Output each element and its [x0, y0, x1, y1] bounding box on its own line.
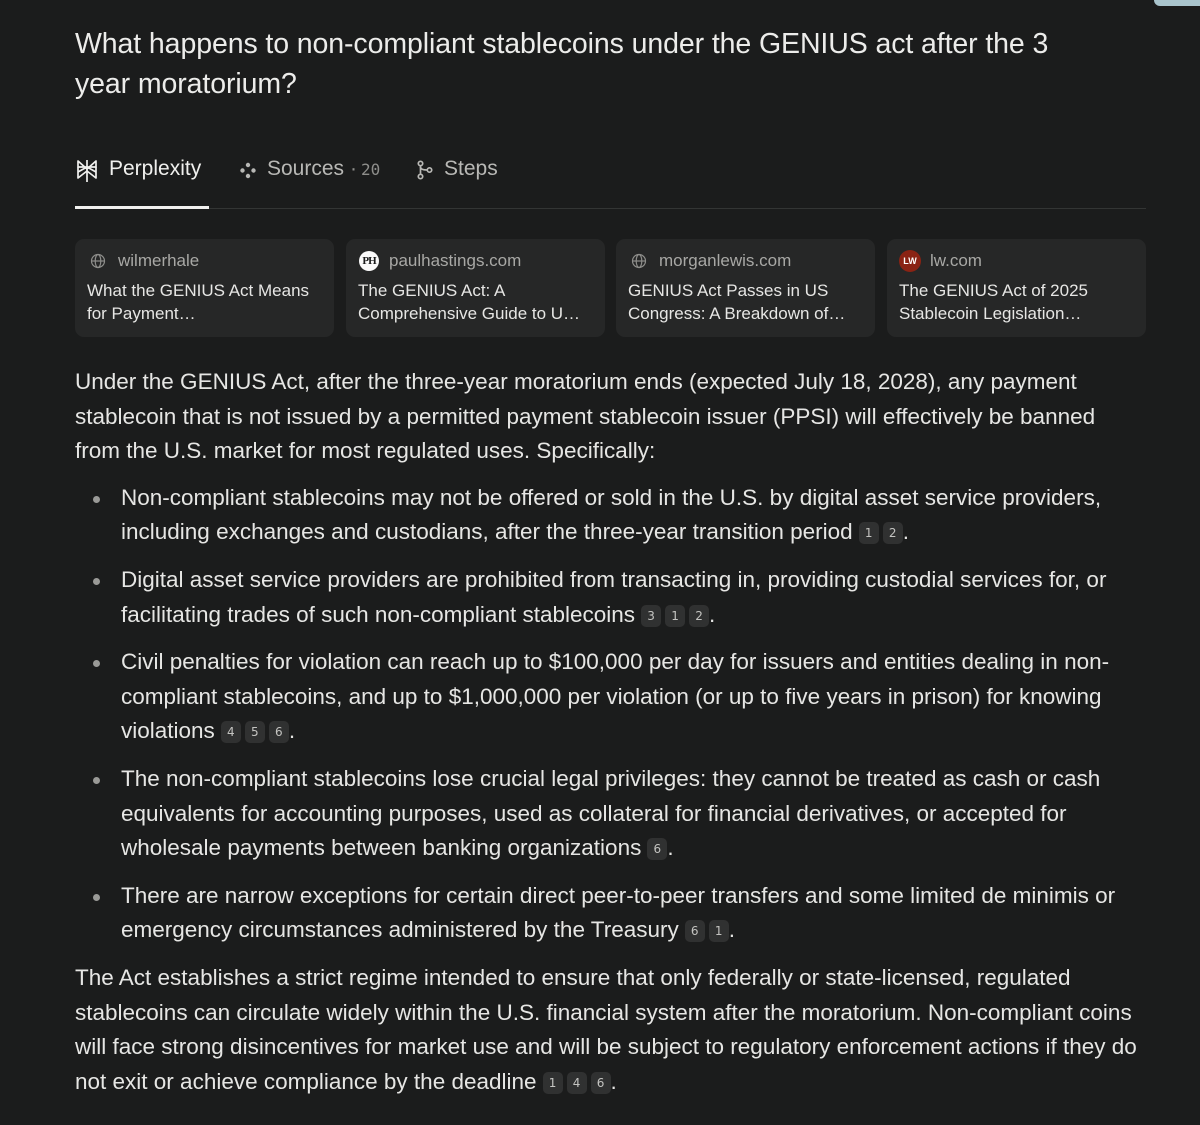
tab-sources-separator: ·: [350, 157, 358, 180]
source-site-name: lw.com: [930, 251, 982, 270]
citation-chip[interactable]: 3: [641, 605, 661, 627]
citation-chip[interactable]: 6: [269, 721, 289, 743]
source-title: The GENIUS Act of 2025 Stablecoin Legislation…: [899, 281, 1088, 323]
tab-perplexity-label: Perplexity: [109, 157, 202, 180]
citation-chip[interactable]: 2: [689, 605, 709, 627]
window-corner-accent: [1154, 0, 1200, 6]
answer-bullet-list: [75, 481, 1146, 948]
citation-chip[interactable]: 1: [859, 522, 879, 544]
source-site-name: morganlewis.com: [659, 251, 792, 270]
citation-chip[interactable]: 1: [709, 920, 729, 942]
source-card-paulhastings[interactable]: [346, 239, 605, 337]
steps-branch-icon: [416, 158, 434, 182]
citation-chip[interactable]: 4: [221, 721, 241, 743]
sentence-period: .: [667, 835, 674, 861]
bullet-text: Non-compliant stablecoins may not be offered or sold in the U.S. by digital asset service providers, including exchanges and custodians, after the three-year transition period: [121, 484, 1102, 545]
globe-icon: [628, 250, 650, 272]
answer-thread: [75, 0, 1146, 1099]
citation-chip[interactable]: 4: [567, 1072, 587, 1094]
source-site-name: wilmerhale: [118, 251, 200, 270]
bullet-text: There are narrow exceptions for certain direct peer-to-peer transfers and some limited de minimis or emergency circumstances administered by the Treasury: [121, 882, 1116, 943]
tab-sources-count: 20: [361, 160, 381, 179]
answer-closing: [75, 961, 1146, 1099]
citation-chip[interactable]: 6: [591, 1072, 611, 1094]
tab-sources[interactable]: [239, 144, 380, 208]
citation-group: [641, 835, 667, 860]
source-site-row: [87, 250, 322, 272]
citation-group: [635, 602, 709, 627]
tab-steps-label: Steps: [444, 157, 498, 180]
source-cards: [75, 239, 1146, 337]
sentence-period: .: [610, 1068, 617, 1094]
source-site-row: [899, 250, 1134, 272]
sentence-period: .: [728, 917, 735, 943]
paulhastings-favicon: PH: [358, 250, 380, 272]
bullet-text: Digital asset service providers are prohibited from transacting in, providing custodial services for, or facilitating trades of such non-compliant stablecoins: [121, 566, 1107, 627]
citation-chip[interactable]: 1: [665, 605, 685, 627]
bullet-text: The non-compliant stablecoins lose crucial legal privileges: they cannot be treated as cash or cash equivalents for accounting purposes, used as collateral for financial derivatives, or accepted for wholesale payments between banking organizations: [121, 765, 1101, 861]
list-item: [121, 563, 1146, 632]
citation-chip[interactable]: 6: [685, 920, 705, 942]
sentence-period: .: [709, 601, 716, 627]
source-title: The GENIUS Act: A Comprehensive Guide to U…: [358, 281, 581, 323]
lw-favicon: LW: [899, 250, 921, 272]
citation-chip[interactable]: 6: [647, 838, 667, 860]
bullet-text: Civil penalties for violation can reach up to $100,000 per day for issuers and entities dealing in non-compliant stablecoins, and up to $1,000,000 per violation (or up to five years in prison) for knowing violations: [121, 649, 1110, 744]
list-item: [121, 762, 1146, 866]
list-item: [121, 645, 1146, 749]
source-card-morganlewis[interactable]: [616, 239, 875, 337]
source-title: GENIUS Act Passes in US Congress: A Breakdown of…: [628, 281, 846, 323]
sentence-period: .: [902, 519, 909, 545]
list-item: [121, 879, 1146, 948]
sentence-period: .: [288, 718, 296, 744]
tab-steps[interactable]: [416, 144, 498, 208]
citation-group: [853, 519, 903, 544]
list-item: [121, 481, 1146, 550]
citation-chip[interactable]: 2: [883, 522, 903, 544]
citation-group: [537, 1069, 611, 1094]
tab-perplexity[interactable]: [75, 144, 209, 208]
globe-icon: [87, 250, 109, 272]
tab-sources-label: Sources: [267, 157, 345, 180]
source-site-row: [628, 250, 863, 272]
answer-tabs: [75, 144, 1146, 209]
citation-group: [215, 718, 289, 743]
source-site-name: paulhastings.com: [389, 251, 522, 270]
closing-text: The Act establishes a strict regime intended to ensure that only federally or state-licensed, regulated stablecoins can circulate widely within the U.S. financial system after the moratorium. Non-compliant coins will face strong disincentives for market use and will be subject to regulatory enforcement actions if they do not exit or achieve compliance by the deadline: [75, 964, 1137, 1094]
citation-chip[interactable]: 5: [245, 721, 265, 743]
source-title: What the GENIUS Act Means for Payment…: [87, 281, 310, 323]
source-card-wilmerhale[interactable]: [75, 239, 334, 337]
citation-chip[interactable]: 1: [543, 1072, 563, 1094]
answer-intro: Under the GENIUS Act, after the three-year moratorium ends (expected July 18, 2028), any payment stablecoin that is not issued by a permitted payment stablecoin issuer (PPSI) will effectively be banned from the U.S. market for most regulated uses. Specifically:: [75, 369, 1096, 464]
citation-group: [679, 917, 729, 942]
source-card-lw[interactable]: [887, 239, 1146, 337]
source-site-row: [358, 250, 593, 272]
perplexity-logo-icon: [75, 158, 99, 184]
answer-body: [75, 365, 1146, 1099]
question-title: What happens to non-compliant stablecoins under the GENIUS act after the 3 year moratorium?: [75, 28, 1049, 100]
sources-dots-icon: [239, 158, 257, 182]
